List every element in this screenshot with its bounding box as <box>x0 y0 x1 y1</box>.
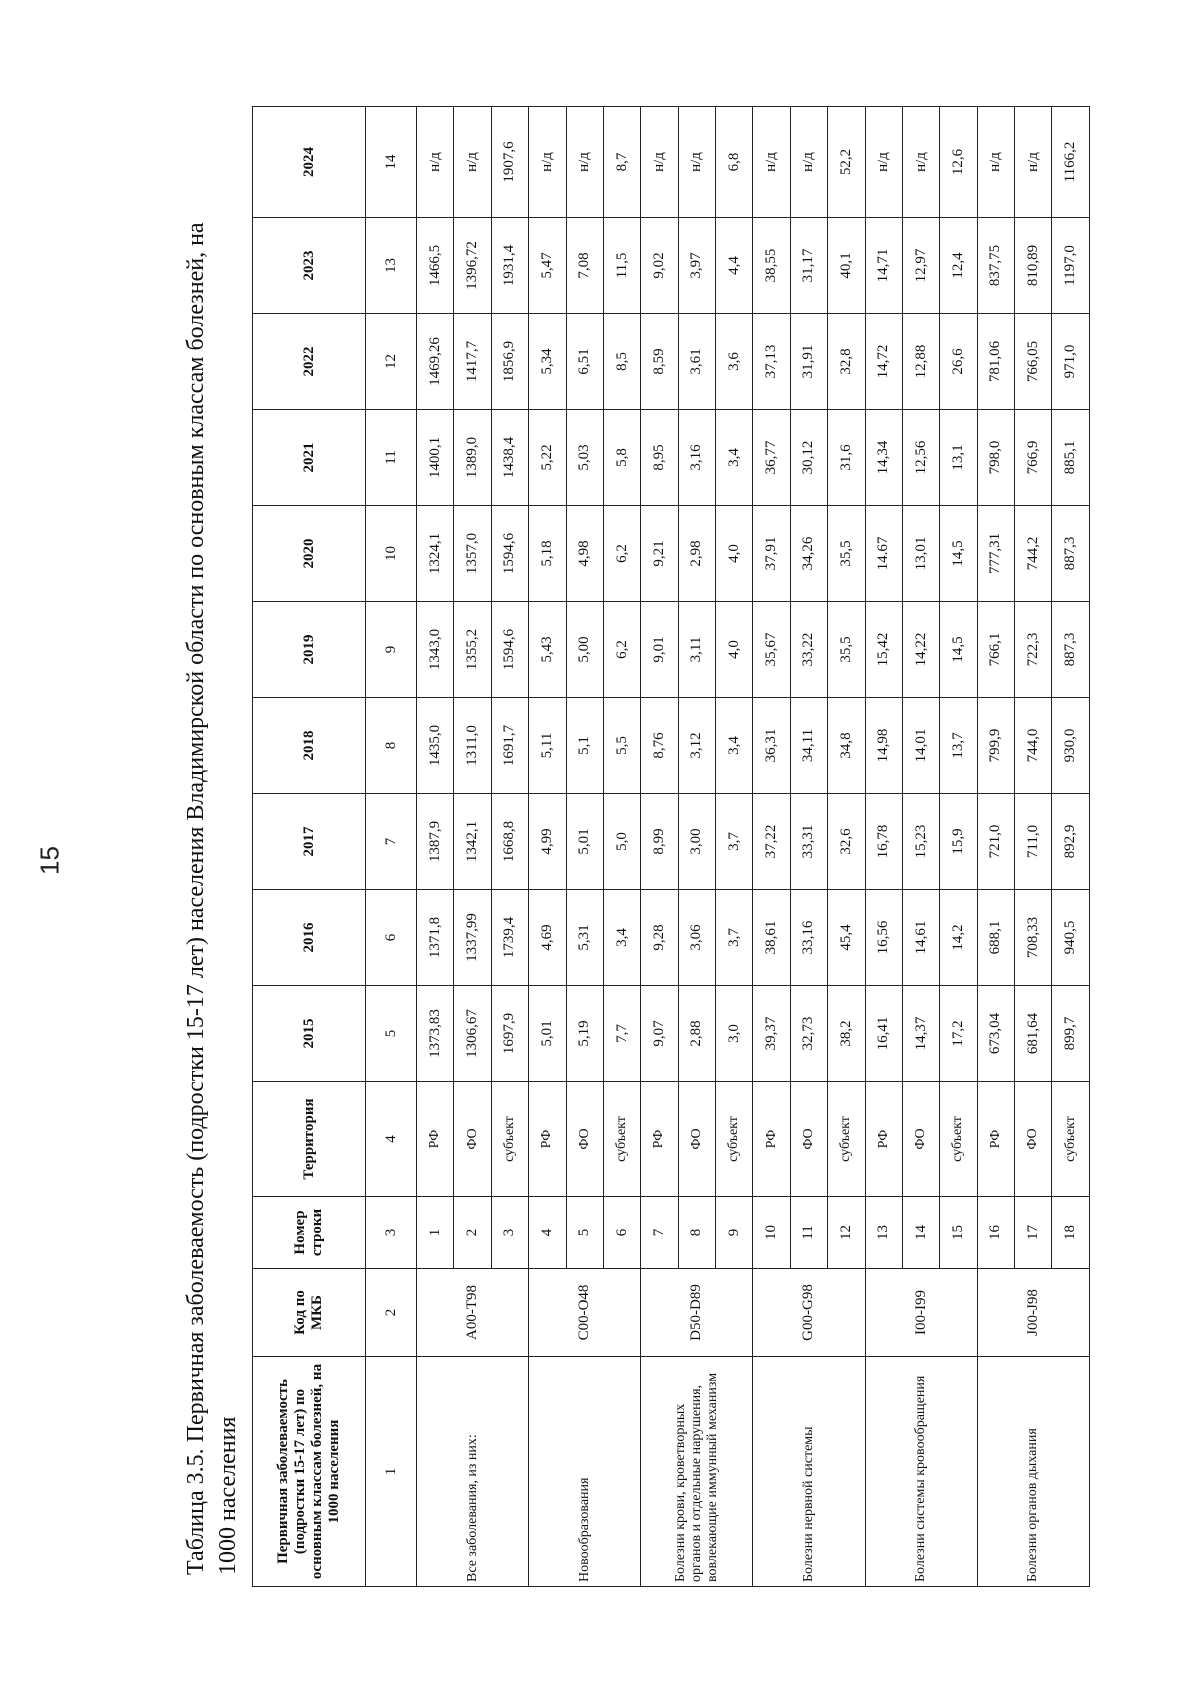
icd-code: I00-I99 <box>865 1269 977 1357</box>
value-cell: 711,0 <box>1015 794 1052 890</box>
value-cell: 5,1 <box>566 698 603 794</box>
value-cell: 744,0 <box>1015 698 1052 794</box>
value-cell: 1166,2 <box>1052 107 1090 218</box>
row-number: 10 <box>753 1197 790 1269</box>
value-cell: 4,69 <box>529 890 566 986</box>
column-number: 13 <box>366 218 417 314</box>
value-cell: 5,01 <box>529 986 566 1082</box>
column-number: 11 <box>366 410 417 506</box>
column-number: 4 <box>366 1082 417 1197</box>
row-number: 6 <box>603 1197 640 1269</box>
value-cell: 3,4 <box>716 410 753 506</box>
value-cell: 2,98 <box>678 506 715 602</box>
value-cell: 9,07 <box>641 986 678 1082</box>
territory: РФ <box>865 1082 902 1197</box>
value-cell: 766,1 <box>977 602 1014 698</box>
value-cell: 3,00 <box>678 794 715 890</box>
value-cell: 1594,6 <box>491 602 528 698</box>
column-header: 2018 <box>253 698 366 794</box>
value-cell: 14,37 <box>902 986 939 1082</box>
value-cell: 9,02 <box>641 218 678 314</box>
value-cell: 6,51 <box>566 314 603 410</box>
value-cell: 16,41 <box>865 986 902 1082</box>
value-cell: 14,61 <box>902 890 939 986</box>
column-header: Код по МКБ <box>253 1269 366 1357</box>
value-cell: 3,61 <box>678 314 715 410</box>
value-cell: 38,61 <box>753 890 790 986</box>
value-cell: 32,73 <box>790 986 827 1082</box>
value-cell: 3,4 <box>603 890 640 986</box>
value-cell: 31,91 <box>790 314 827 410</box>
disease-class-name: Болезни органов дыхания <box>977 1357 1089 1587</box>
value-cell: 1438,4 <box>491 410 528 506</box>
value-cell: 4,99 <box>529 794 566 890</box>
value-cell: 681,64 <box>1015 986 1052 1082</box>
table-row <box>417 107 454 1587</box>
value-cell: 1466,5 <box>417 218 454 314</box>
value-cell: 766,9 <box>1015 410 1052 506</box>
value-cell: 8,5 <box>603 314 640 410</box>
value-cell: н/д <box>454 107 491 218</box>
value-cell: 1337,99 <box>454 890 491 986</box>
column-header: 2019 <box>253 602 366 698</box>
value-cell: 5,31 <box>566 890 603 986</box>
value-cell: н/д <box>529 107 566 218</box>
value-cell: 1357,0 <box>454 506 491 602</box>
value-cell: 12,56 <box>902 410 939 506</box>
value-cell: 31,6 <box>828 410 865 506</box>
value-cell: 1306,67 <box>454 986 491 1082</box>
value-cell: 5,11 <box>529 698 566 794</box>
value-cell: 5,19 <box>566 986 603 1082</box>
value-cell: 12,4 <box>940 218 977 314</box>
column-header: 2021 <box>253 410 366 506</box>
value-cell: 15,23 <box>902 794 939 890</box>
column-number: 14 <box>366 107 417 218</box>
value-cell: 744,2 <box>1015 506 1052 602</box>
row-number: 1 <box>417 1197 454 1269</box>
table-row <box>977 107 1014 1587</box>
row-number: 12 <box>828 1197 865 1269</box>
row-number: 14 <box>902 1197 939 1269</box>
value-cell: 4,0 <box>716 506 753 602</box>
value-cell: 14,2 <box>940 890 977 986</box>
disease-class-name: Все заболевания, из них: <box>417 1357 529 1587</box>
territory: РФ <box>753 1082 790 1197</box>
value-cell: 5,43 <box>529 602 566 698</box>
value-cell: 4,0 <box>716 602 753 698</box>
value-cell: 2,88 <box>678 986 715 1082</box>
row-number: 11 <box>790 1197 827 1269</box>
column-number: 1 <box>366 1357 417 1587</box>
value-cell: 39,37 <box>753 986 790 1082</box>
value-cell: 8,76 <box>641 698 678 794</box>
value-cell: 52,2 <box>828 107 865 218</box>
column-header: 2017 <box>253 794 366 890</box>
value-cell: 14,5 <box>940 506 977 602</box>
value-cell: 708,33 <box>1015 890 1052 986</box>
territory: ФО <box>1015 1082 1052 1197</box>
value-cell: 7,08 <box>566 218 603 314</box>
value-cell: 1668,8 <box>491 794 528 890</box>
row-number: 5 <box>566 1197 603 1269</box>
territory: ФО <box>902 1082 939 1197</box>
value-cell: 14,01 <box>902 698 939 794</box>
column-header: 2015 <box>253 986 366 1082</box>
value-cell: 33,22 <box>790 602 827 698</box>
value-cell: 34,11 <box>790 698 827 794</box>
value-cell: 810,89 <box>1015 218 1052 314</box>
value-cell: 1387,9 <box>417 794 454 890</box>
value-cell: 14,72 <box>865 314 902 410</box>
value-cell: 798,0 <box>977 410 1014 506</box>
value-cell: 13,1 <box>940 410 977 506</box>
row-number: 17 <box>1015 1197 1052 1269</box>
value-cell: 5,0 <box>603 794 640 890</box>
value-cell: 14.67 <box>865 506 902 602</box>
value-cell: 35,5 <box>828 602 865 698</box>
territory: РФ <box>977 1082 1014 1197</box>
value-cell: 5,34 <box>529 314 566 410</box>
value-cell: 16,78 <box>865 794 902 890</box>
value-cell: 30,12 <box>790 410 827 506</box>
value-cell: 3,11 <box>678 602 715 698</box>
value-cell: 1311,0 <box>454 698 491 794</box>
value-cell: 14,71 <box>865 218 902 314</box>
row-number: 4 <box>529 1197 566 1269</box>
value-cell: н/д <box>790 107 827 218</box>
value-cell: 5,00 <box>566 602 603 698</box>
territory: РФ <box>529 1082 566 1197</box>
value-cell: 899,7 <box>1052 986 1090 1082</box>
value-cell: 892,9 <box>1052 794 1090 890</box>
column-header: 2020 <box>253 506 366 602</box>
icd-code: C00-O48 <box>529 1269 641 1357</box>
value-cell: 37,13 <box>753 314 790 410</box>
territory: ФО <box>566 1082 603 1197</box>
value-cell: 3,12 <box>678 698 715 794</box>
value-cell: 5,47 <box>529 218 566 314</box>
value-cell: 673,04 <box>977 986 1014 1082</box>
value-cell: 33,31 <box>790 794 827 890</box>
column-number: 10 <box>366 506 417 602</box>
value-cell: 887,3 <box>1052 506 1090 602</box>
row-number: 3 <box>491 1197 528 1269</box>
value-cell: н/д <box>417 107 454 218</box>
value-cell: 722,3 <box>1015 602 1052 698</box>
icd-code: J00-J98 <box>977 1269 1089 1357</box>
value-cell: 12,88 <box>902 314 939 410</box>
row-number: 13 <box>865 1197 902 1269</box>
value-cell: 16,56 <box>865 890 902 986</box>
value-cell: 14,98 <box>865 698 902 794</box>
header-row <box>253 107 366 1587</box>
value-cell: 781,06 <box>977 314 1014 410</box>
table-container <box>252 107 1090 1587</box>
value-cell: 14,5 <box>940 602 977 698</box>
table-title: Таблица 3.5. Первичная заболеваемость (подростки 15-17 лет) населения Владимирской области по основным классам болезней, на 1000 населения <box>183 222 241 1575</box>
value-cell: 1389,0 <box>454 410 491 506</box>
value-cell: 8,7 <box>603 107 640 218</box>
table-row <box>529 107 566 1587</box>
disease-class-name: Болезни системы кровообращения <box>865 1357 977 1587</box>
column-header: 2022 <box>253 314 366 410</box>
value-cell: 9,28 <box>641 890 678 986</box>
value-cell: 5,01 <box>566 794 603 890</box>
value-cell: н/д <box>753 107 790 218</box>
row-number: 8 <box>678 1197 715 1269</box>
table-row <box>641 107 678 1587</box>
territory: РФ <box>417 1082 454 1197</box>
value-cell: 6,2 <box>603 602 640 698</box>
value-cell: 1435,0 <box>417 698 454 794</box>
column-number: 9 <box>366 602 417 698</box>
value-cell: 1907,6 <box>491 107 528 218</box>
table-row <box>753 107 790 1587</box>
value-cell: 4,98 <box>566 506 603 602</box>
value-cell: 13,01 <box>902 506 939 602</box>
disease-class-name: Болезни нервной системы <box>753 1357 865 1587</box>
value-cell: 1343,0 <box>417 602 454 698</box>
value-cell: 1469,26 <box>417 314 454 410</box>
value-cell: 885,1 <box>1052 410 1090 506</box>
value-cell: 14,34 <box>865 410 902 506</box>
value-cell: 12,97 <box>902 218 939 314</box>
territory: РФ <box>641 1082 678 1197</box>
column-header: Номер строки <box>253 1197 366 1269</box>
territory: субъект <box>603 1082 640 1197</box>
column-header: 2024 <box>253 107 366 218</box>
value-cell: н/д <box>977 107 1014 218</box>
value-cell: 1373,83 <box>417 986 454 1082</box>
column-number: 12 <box>366 314 417 410</box>
value-cell: 13,7 <box>940 698 977 794</box>
row-number: 15 <box>940 1197 977 1269</box>
value-cell: 35,5 <box>828 506 865 602</box>
value-cell: 11,5 <box>603 218 640 314</box>
value-cell: 3,0 <box>716 986 753 1082</box>
morbidity-table <box>252 106 1090 1587</box>
row-number: 16 <box>977 1197 1014 1269</box>
value-cell: 887,3 <box>1052 602 1090 698</box>
value-cell: 1396,72 <box>454 218 491 314</box>
territory: ФО <box>454 1082 491 1197</box>
value-cell: 15,9 <box>940 794 977 890</box>
column-number: 8 <box>366 698 417 794</box>
value-cell: 7,7 <box>603 986 640 1082</box>
value-cell: 3,06 <box>678 890 715 986</box>
value-cell: 5,8 <box>603 410 640 506</box>
value-cell: 5,22 <box>529 410 566 506</box>
value-cell: 3,7 <box>716 794 753 890</box>
territory: субъект <box>1052 1082 1090 1197</box>
value-cell: 971,0 <box>1052 314 1090 410</box>
value-cell: 26,6 <box>940 314 977 410</box>
value-cell: 4,4 <box>716 218 753 314</box>
value-cell: 3,97 <box>678 218 715 314</box>
column-number: 3 <box>366 1197 417 1269</box>
column-header: 2023 <box>253 218 366 314</box>
column-header: 2016 <box>253 890 366 986</box>
value-cell: 777,31 <box>977 506 1014 602</box>
value-cell: 6,2 <box>603 506 640 602</box>
value-cell: 1691,7 <box>491 698 528 794</box>
value-cell: 1931,4 <box>491 218 528 314</box>
value-cell: н/д <box>678 107 715 218</box>
value-cell: 940,5 <box>1052 890 1090 986</box>
page-number: 15 <box>34 846 65 875</box>
value-cell: 34,8 <box>828 698 865 794</box>
value-cell: 8,99 <box>641 794 678 890</box>
disease-class-name: Болезни крови, кроветворных органов и отдельные нарушения, вовлекающие иммунный механизм <box>641 1357 753 1587</box>
value-cell: 9,01 <box>641 602 678 698</box>
value-cell: 1197,0 <box>1052 218 1090 314</box>
territory: субъект <box>491 1082 528 1197</box>
icd-code: G00-G98 <box>753 1269 865 1357</box>
territory: субъект <box>828 1082 865 1197</box>
value-cell: 37,22 <box>753 794 790 890</box>
value-cell: 38,2 <box>828 986 865 1082</box>
value-cell: 6,8 <box>716 107 753 218</box>
value-cell: 1324,1 <box>417 506 454 602</box>
value-cell: 688,1 <box>977 890 1014 986</box>
value-cell: 36,31 <box>753 698 790 794</box>
value-cell: н/д <box>1015 107 1052 218</box>
value-cell: 5,5 <box>603 698 640 794</box>
value-cell: 3,16 <box>678 410 715 506</box>
value-cell: 40,1 <box>828 218 865 314</box>
value-cell: 3,6 <box>716 314 753 410</box>
value-cell: 33,16 <box>790 890 827 986</box>
value-cell: 8,95 <box>641 410 678 506</box>
value-cell: 34,26 <box>790 506 827 602</box>
value-cell: 1355,2 <box>454 602 491 698</box>
value-cell: 1697,9 <box>491 986 528 1082</box>
value-cell: 8,59 <box>641 314 678 410</box>
value-cell: 1371,8 <box>417 890 454 986</box>
value-cell: 1739,4 <box>491 890 528 986</box>
icd-code: A00-T98 <box>417 1269 529 1357</box>
value-cell: 32,8 <box>828 314 865 410</box>
value-cell: 799,9 <box>977 698 1014 794</box>
value-cell: 721,0 <box>977 794 1014 890</box>
row-number: 9 <box>716 1197 753 1269</box>
value-cell: 3,4 <box>716 698 753 794</box>
territory: субъект <box>940 1082 977 1197</box>
value-cell: 930,0 <box>1052 698 1090 794</box>
table-row <box>865 107 902 1587</box>
column-header: Территория <box>253 1082 366 1197</box>
value-cell: 32,6 <box>828 794 865 890</box>
value-cell: 766,05 <box>1015 314 1052 410</box>
territory: ФО <box>790 1082 827 1197</box>
value-cell: 9,21 <box>641 506 678 602</box>
territory: ФО <box>678 1082 715 1197</box>
value-cell: 15,42 <box>865 602 902 698</box>
column-number: 7 <box>366 794 417 890</box>
value-cell: 14,22 <box>902 602 939 698</box>
value-cell: н/д <box>566 107 603 218</box>
value-cell: 38,55 <box>753 218 790 314</box>
column-number: 5 <box>366 986 417 1082</box>
value-cell: 17,2 <box>940 986 977 1082</box>
row-number: 18 <box>1052 1197 1090 1269</box>
value-cell: 837,75 <box>977 218 1014 314</box>
territory: субъект <box>716 1082 753 1197</box>
value-cell: 5,18 <box>529 506 566 602</box>
icd-code: D50-D89 <box>641 1269 753 1357</box>
value-cell: 1856,9 <box>491 314 528 410</box>
value-cell: 35,67 <box>753 602 790 698</box>
value-cell: 1594,6 <box>491 506 528 602</box>
column-number: 6 <box>366 890 417 986</box>
value-cell: н/д <box>902 107 939 218</box>
value-cell: 1342,1 <box>454 794 491 890</box>
value-cell: 5,03 <box>566 410 603 506</box>
value-cell: 3,7 <box>716 890 753 986</box>
disease-class-name: Новообразования <box>529 1357 641 1587</box>
value-cell: н/д <box>865 107 902 218</box>
row-number: 7 <box>641 1197 678 1269</box>
value-cell: 1400,1 <box>417 410 454 506</box>
value-cell: 31,17 <box>790 218 827 314</box>
column-number-row <box>366 107 417 1587</box>
value-cell: 12,6 <box>940 107 977 218</box>
row-number: 2 <box>454 1197 491 1269</box>
column-header: Первичная заболеваемость (подростки 15-17 лет) по основным классам болезней, на 1000 населения <box>253 1357 366 1587</box>
value-cell: 45,4 <box>828 890 865 986</box>
value-cell: 36,77 <box>753 410 790 506</box>
value-cell: 1417,7 <box>454 314 491 410</box>
column-number: 2 <box>366 1269 417 1357</box>
value-cell: н/д <box>641 107 678 218</box>
value-cell: 37,91 <box>753 506 790 602</box>
